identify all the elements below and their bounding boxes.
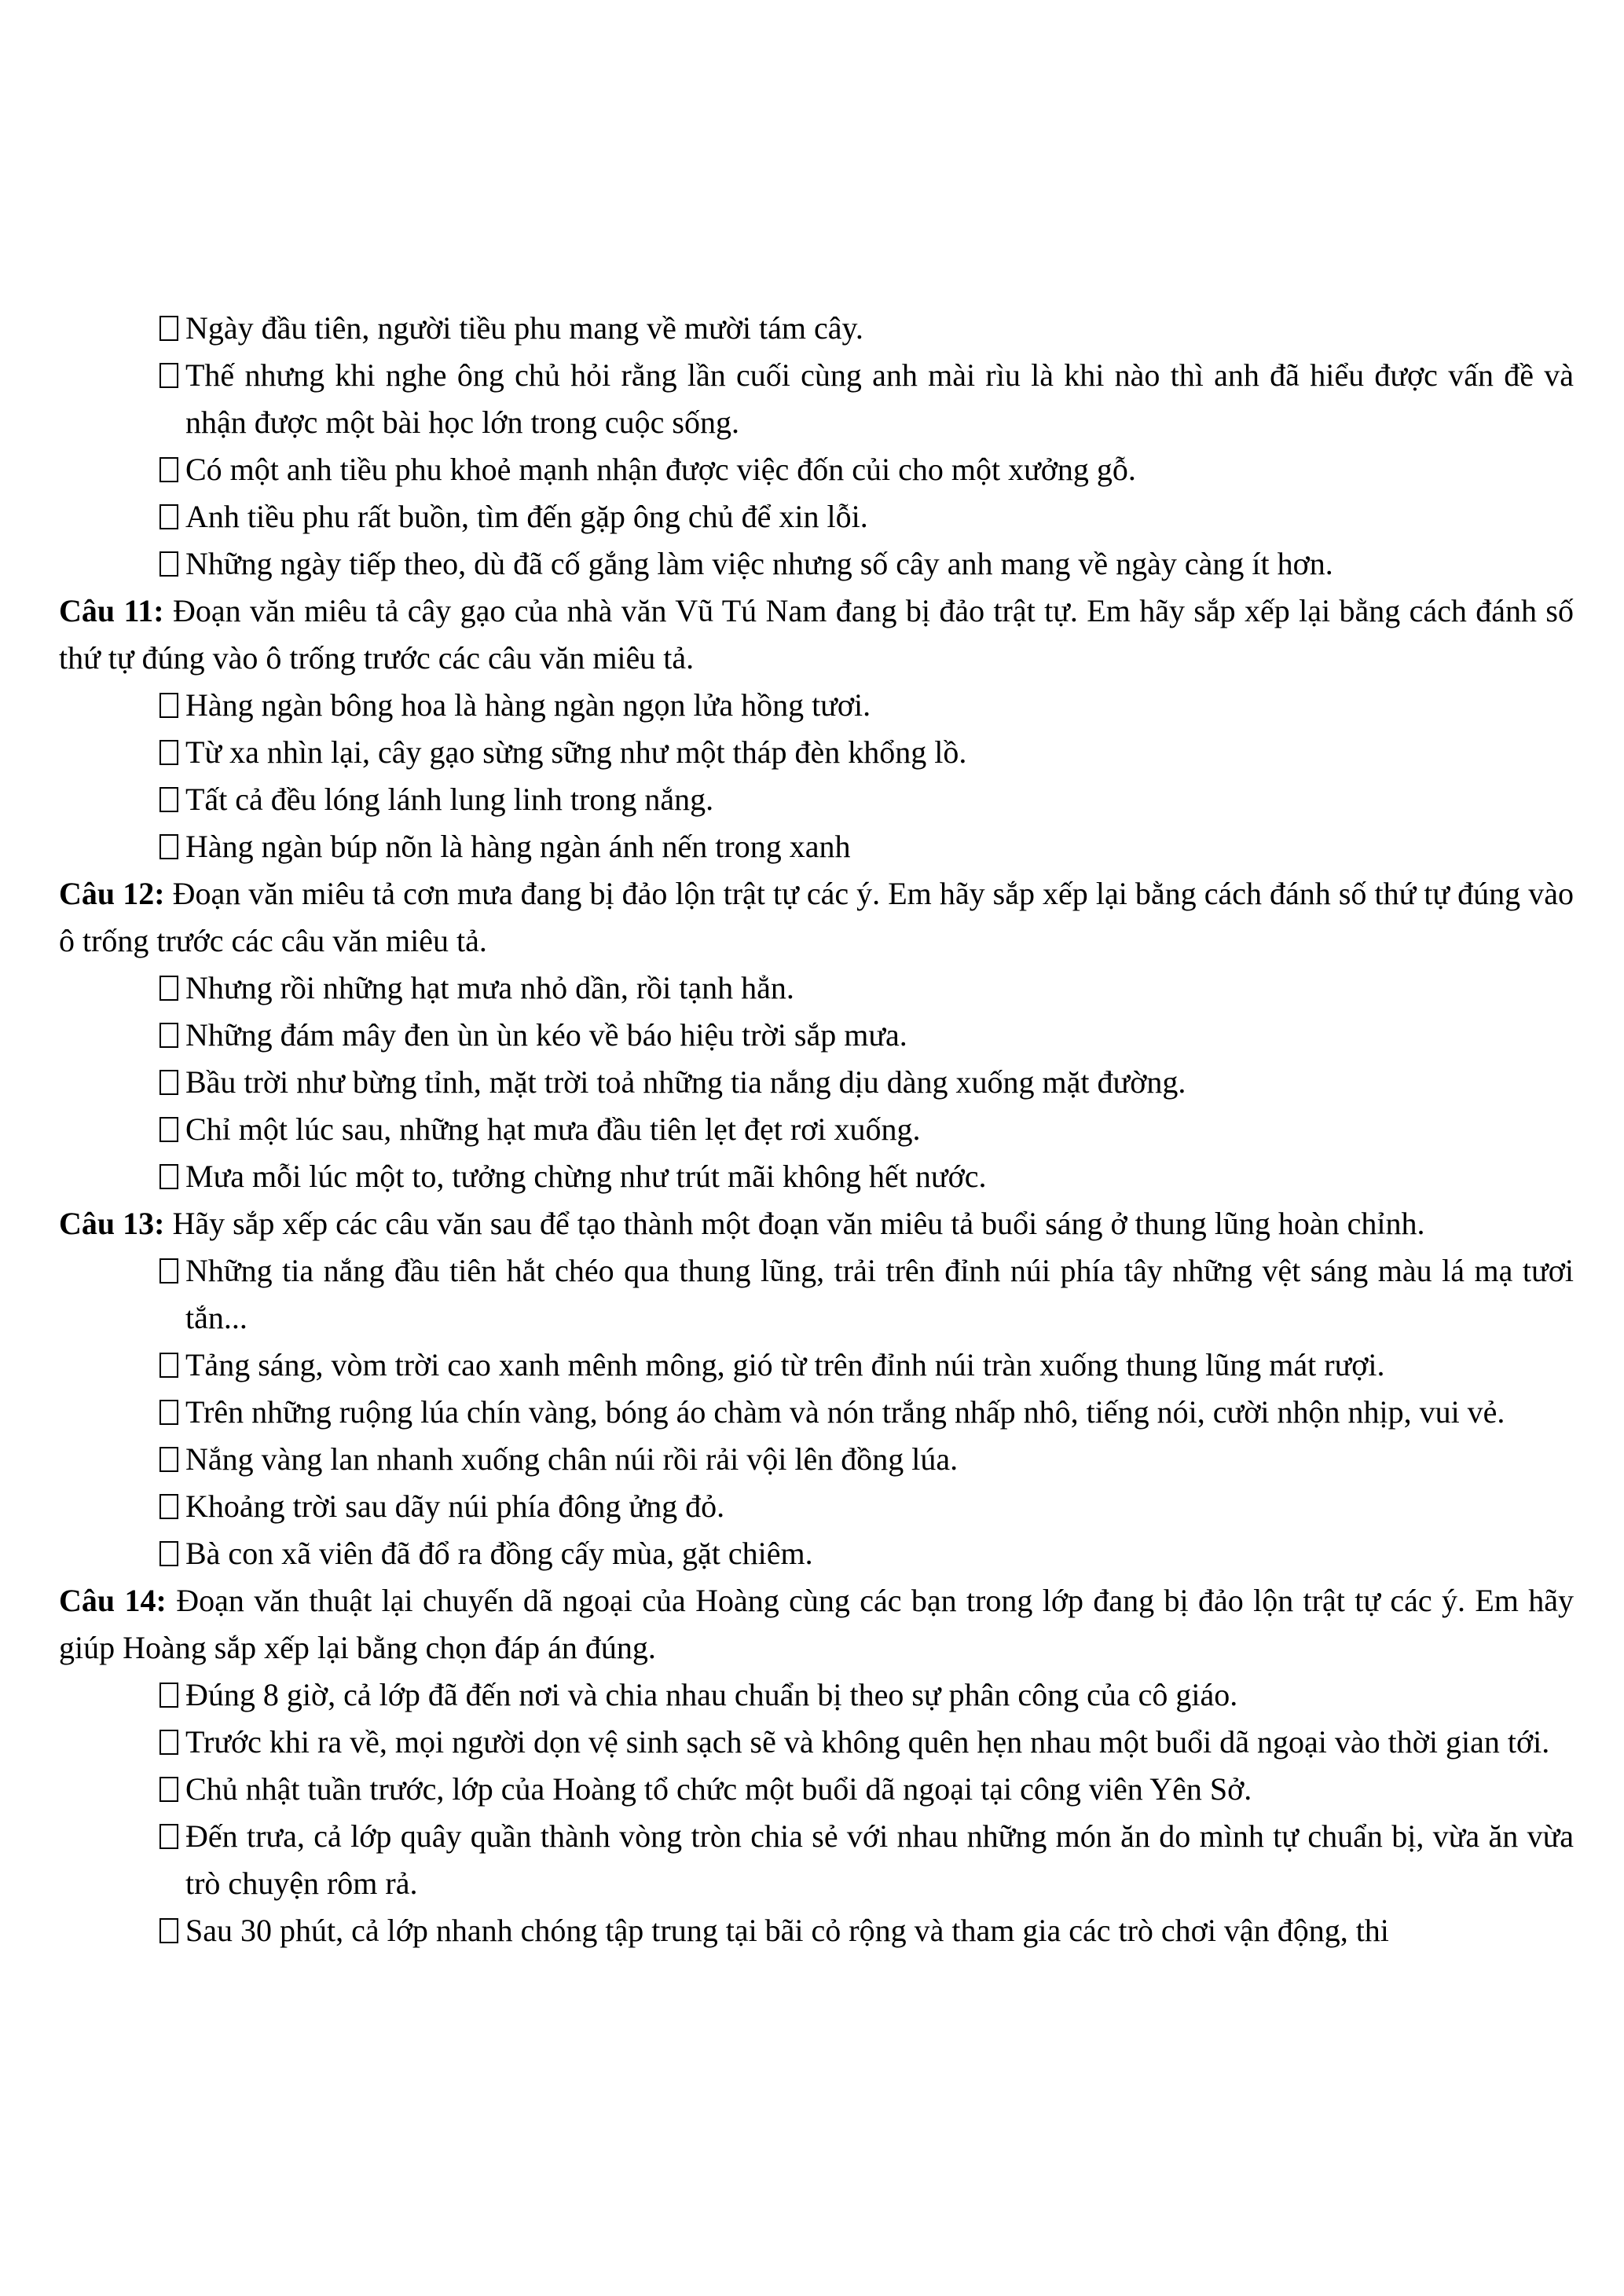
sentence-item <box>159 965 1574 1012</box>
question-text: Hãy sắp xếp các câu văn sau để tạo thành một đoạn văn miêu tả buổi sáng ở thung lũng hoàn chỉnh. <box>172 1206 1425 1241</box>
question-label: Câu 13: <box>59 1206 165 1241</box>
sentence-item <box>159 1436 1574 1483</box>
sentence-text: Sau 30 phút, cả lớp nhanh chóng tập trung tại bãi cỏ rộng và tham gia các trò chơi vận động, thi <box>185 1913 1389 1948</box>
sentence-text: Những tia nắng đầu tiên hắt chéo qua thung lũng, trải trên đỉnh núi phía tây những vệt sáng màu lá mạ tươi tắn... <box>185 1253 1574 1335</box>
sentence-item <box>159 1813 1574 1907</box>
sentence-text: Thế nhưng khi nghe ông chủ hỏi rằng lần cuối cùng anh mài rìu là khi nào thì anh đã hiểu được vấn đề và nhận được một bài học lớn trong cuộc sống. <box>185 357 1574 440</box>
checkbox-icon <box>159 1447 178 1472</box>
sentence-text: Chỉ một lúc sau, những hạt mưa đầu tiên lẹt đẹt rơi xuống. <box>185 1111 921 1147</box>
sentence-text: Chủ nhật tuần trước, lớp của Hoàng tổ chức một buổi dã ngoại tại công viên Yên Sở. <box>185 1771 1252 1807</box>
sentence-item <box>159 729 1574 776</box>
checkbox-icon <box>159 1258 178 1283</box>
question-paragraph-13 <box>59 1200 1574 1247</box>
checkbox-icon <box>159 1541 178 1566</box>
question-text: Đoạn văn miêu tả cơn mưa đang bị đảo lộn trật tự các ý. Em hãy sắp xếp lại bằng cách đánh số thứ tự đúng vào ô trống trước các câu văn miêu tả. <box>59 876 1574 958</box>
checkbox-icon <box>159 316 178 341</box>
checkbox-icon <box>159 1494 178 1519</box>
sentence-item <box>159 1153 1574 1200</box>
checkbox-icon <box>159 1164 178 1189</box>
sentence-text: Khoảng trời sau dãy núi phía đông ửng đỏ. <box>185 1489 725 1524</box>
sentence-text: Những ngày tiếp theo, dù đã cố gắng làm việc nhưng số cây anh mang về ngày càng ít hơn. <box>185 546 1333 581</box>
sentence-text: Nhưng rồi những hạt mưa nhỏ dần, rồi tạnh hẳn. <box>185 970 794 1005</box>
sentence-text: Nắng vàng lan nhanh xuống chân núi rồi rải vội lên đồng lúa. <box>185 1441 959 1477</box>
sentence-text: Từ xa nhìn lại, cây gạo sừng sững như một tháp đèn khổng lồ. <box>185 734 967 770</box>
checkbox-icon <box>159 1400 178 1425</box>
sentence-item <box>159 1106 1574 1153</box>
sentence-item <box>159 823 1574 870</box>
sentence-item <box>159 1766 1574 1813</box>
sentence-item <box>159 1247 1574 1342</box>
sentence-item <box>159 493 1574 540</box>
sentence-text: Mưa mỗi lúc một to, tưởng chừng như trút mãi không hết nước. <box>185 1159 987 1194</box>
sentence-item <box>159 540 1574 588</box>
checkbox-icon <box>159 1683 178 1708</box>
sentence-text: Anh tiều phu rất buồn, tìm đến gặp ông chủ để xin lỗi. <box>185 499 868 534</box>
sentence-text: Bầu trời như bừng tỉnh, mặt trời toả những tia nắng dịu dàng xuống mặt đường. <box>185 1064 1186 1100</box>
sentence-text: Trên những ruộng lúa chín vàng, bóng áo chàm và nón trắng nhấp nhô, tiếng nói, cười nhộn nhịp, vui vẻ. <box>185 1394 1505 1430</box>
sentence-item <box>159 682 1574 729</box>
sentence-item <box>159 776 1574 823</box>
sentence-item <box>159 1530 1574 1577</box>
sentence-item <box>159 1672 1574 1719</box>
checkbox-icon <box>159 976 178 1001</box>
sentence-text: Những đám mây đen ùn ùn kéo về báo hiệu trời sắp mưa. <box>185 1017 907 1053</box>
checkbox-icon <box>159 1918 178 1943</box>
question-text: Đoạn văn thuật lại chuyến dã ngoại của Hoàng cùng các bạn trong lớp đang bị đảo lộn trật tự các ý. Em hãy giúp Hoàng sắp xếp lại bằng chọn đáp án đúng. <box>59 1583 1575 1665</box>
question-label: Câu 12: <box>59 876 165 911</box>
sentence-item <box>159 1719 1574 1766</box>
question-paragraph-14 <box>59 1577 1574 1672</box>
checkbox-icon <box>159 1824 178 1849</box>
checkbox-icon <box>159 1777 178 1802</box>
checkbox-icon <box>159 693 178 718</box>
sentence-item <box>159 1483 1574 1530</box>
sentence-item <box>159 446 1574 493</box>
sentence-text: Hàng ngàn búp nõn là hàng ngàn ánh nến trong xanh <box>185 829 851 864</box>
question-text: Đoạn văn miêu tả cây gạo của nhà văn Vũ Tú Nam đang bị đảo trật tự. Em hãy sắp xếp lại bằng cách đánh số thứ tự đúng vào ô trống trước các câu văn miêu tả. <box>59 593 1575 676</box>
checkbox-icon <box>159 787 178 812</box>
sentence-item <box>159 1012 1574 1059</box>
sentence-text: Bà con xã viên đã đổ ra đồng cấy mùa, gặt chiêm. <box>185 1536 813 1571</box>
checkbox-icon <box>159 551 178 577</box>
question-label: Câu 14: <box>59 1583 167 1618</box>
sentence-text: Ngày đầu tiên, người tiều phu mang về mười tám cây. <box>185 310 863 346</box>
sentence-text: Đến trưa, cả lớp quây quần thành vòng tròn chia sẻ với nhau những món ăn do mình tự chuẩn bị, vừa ăn vừa trò chuyện rôm rả. <box>185 1818 1574 1901</box>
question-paragraph-11 <box>59 588 1574 682</box>
sentence-item <box>159 1342 1574 1389</box>
sentence-item <box>159 1907 1574 1954</box>
sentence-text: Trước khi ra về, mọi người dọn vệ sinh sạch sẽ và không quên hẹn nhau một buổi dã ngoại vào thời gian tới. <box>185 1724 1550 1760</box>
sentence-item <box>159 352 1574 446</box>
sentence-text: Đúng 8 giờ, cả lớp đã đến nơi và chia nhau chuẩn bị theo sự phân công của cô giáo. <box>185 1677 1238 1712</box>
sentence-item <box>159 1389 1574 1436</box>
sentence-item <box>159 1059 1574 1106</box>
question-paragraph-12 <box>59 870 1574 965</box>
question-label: Câu 11: <box>59 593 164 628</box>
sentence-text: Hàng ngàn bông hoa là hàng ngàn ngọn lửa hồng tươi. <box>185 687 871 723</box>
checkbox-icon <box>159 1023 178 1048</box>
checkbox-icon <box>159 1730 178 1755</box>
sentence-item <box>159 305 1574 352</box>
sentence-text: Tảng sáng, vòm trời cao xanh mênh mông, gió từ trên đỉnh núi tràn xuống thung lũng mát rượi. <box>185 1347 1385 1382</box>
checkbox-icon <box>159 1117 178 1142</box>
checkbox-icon <box>159 457 178 482</box>
checkbox-icon <box>159 1353 178 1378</box>
checkbox-icon <box>159 363 178 388</box>
checkbox-icon <box>159 1070 178 1095</box>
checkbox-icon <box>159 504 178 529</box>
checkbox-icon <box>159 834 178 859</box>
sentence-text: Tất cả đều lóng lánh lung linh trong nắng. <box>185 782 714 817</box>
checkbox-icon <box>159 740 178 765</box>
sentence-text: Có một anh tiều phu khoẻ mạnh nhận được việc đốn củi cho một xưởng gỗ. <box>185 452 1136 487</box>
